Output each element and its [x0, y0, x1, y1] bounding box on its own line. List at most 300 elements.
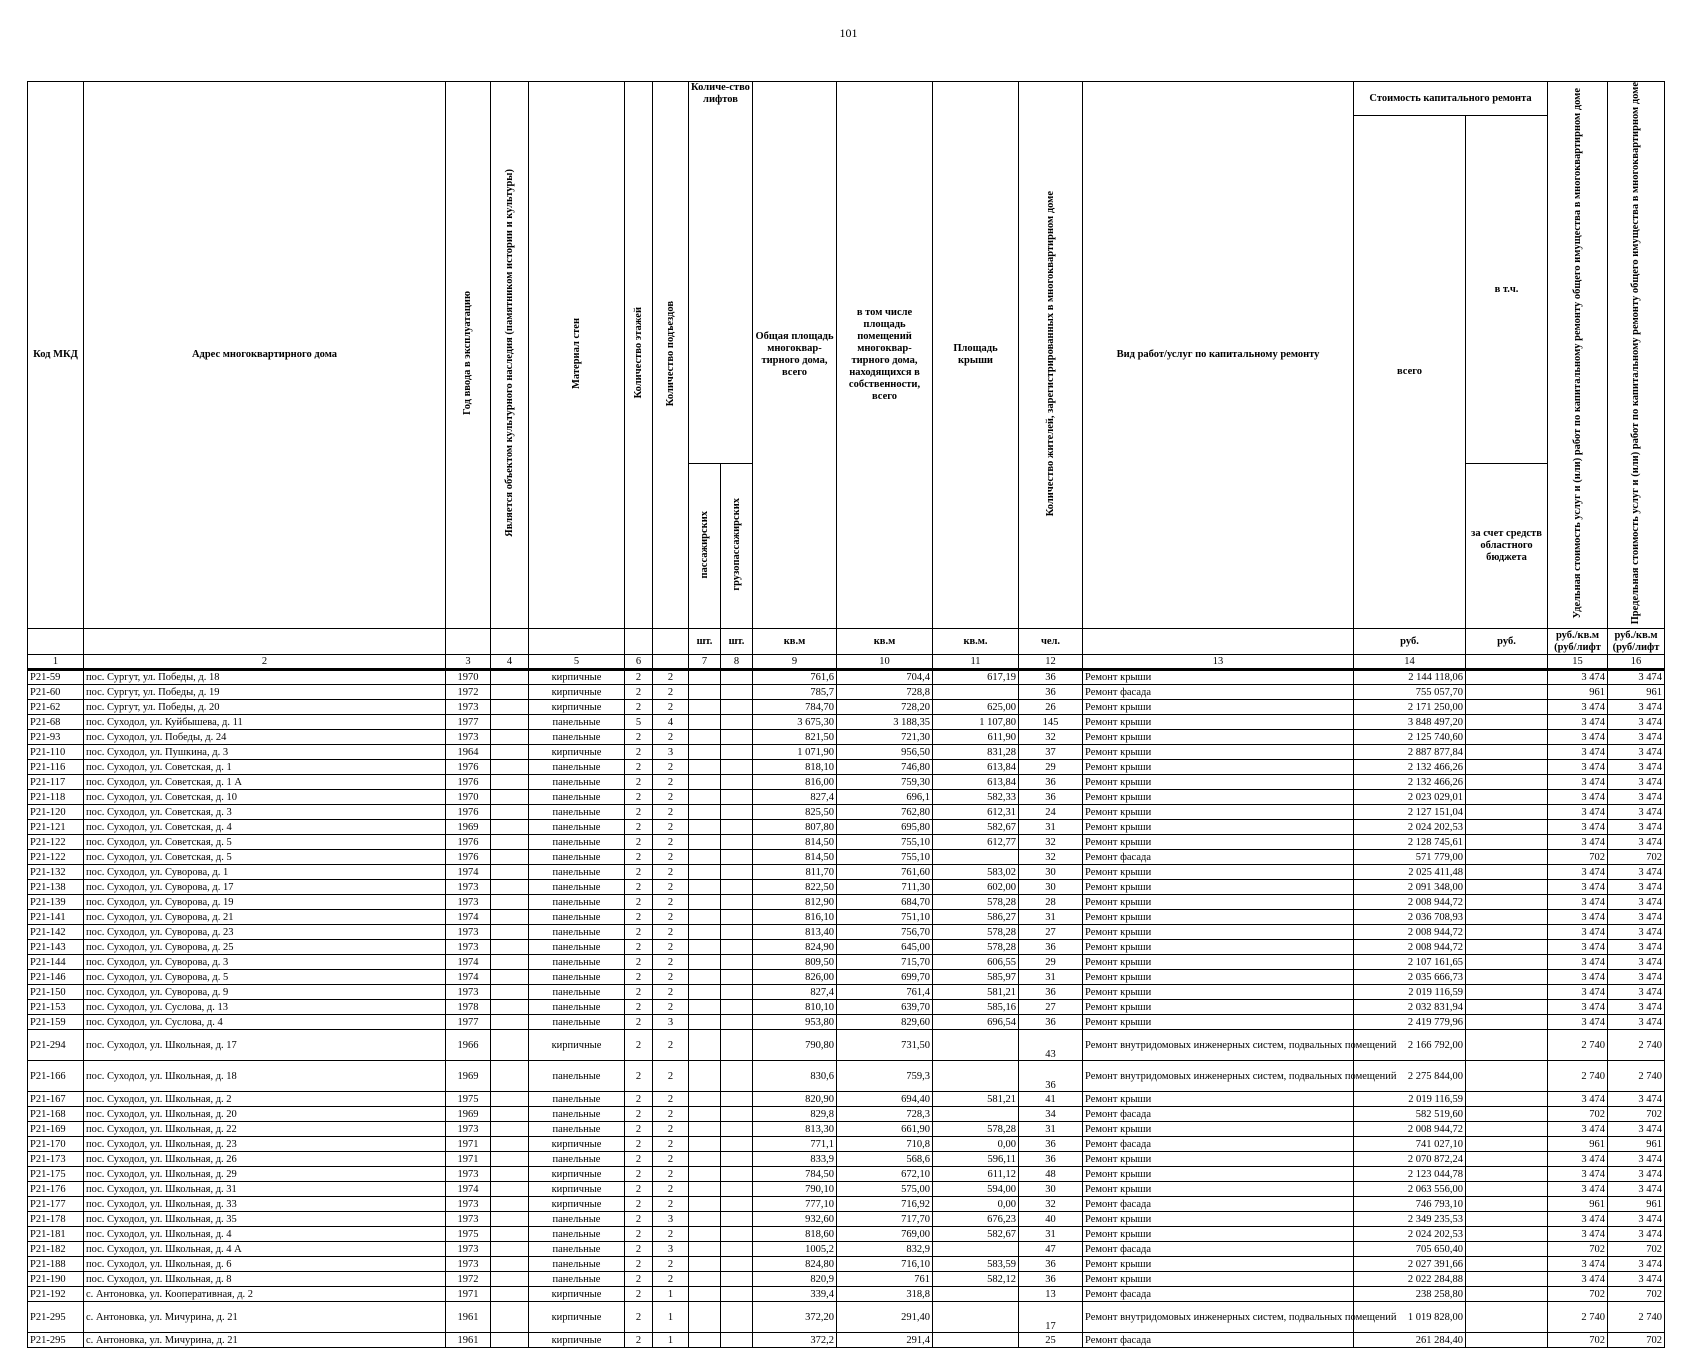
cell-max-cost: 2 740	[1608, 1061, 1665, 1092]
table-row	[28, 925, 1665, 940]
cell-cost-total: 261 284,40	[1354, 1333, 1466, 1348]
cell-max-cost: 3 474	[1608, 1152, 1665, 1167]
cell-unit-cost: 3 474	[1548, 865, 1608, 880]
cell-lifts-pass	[689, 1302, 721, 1333]
cell-entrances: 2	[653, 880, 689, 895]
cell-floors: 2	[625, 1257, 653, 1272]
table-row	[28, 1000, 1665, 1015]
cell-work-type: Ремонт крыши	[1083, 1000, 1354, 1015]
cell-work-type: Ремонт крыши	[1083, 970, 1354, 985]
cell-year: 1973	[446, 700, 491, 715]
cell-address: пос. Суходол, ул. Школьная, д. 29	[84, 1167, 446, 1182]
cell-lifts-pass	[689, 1333, 721, 1348]
cell-year: 1973	[446, 940, 491, 955]
cell-roof-area: 617,19	[933, 670, 1019, 685]
cell-heritage	[491, 1287, 529, 1302]
cell-unit-cost: 3 474	[1548, 670, 1608, 685]
cell-cost-regional	[1466, 1212, 1548, 1227]
cell-work-type: Ремонт крыши	[1083, 895, 1354, 910]
cell-heritage	[491, 1302, 529, 1333]
cell-cost-total: 2 008 944,72	[1354, 1122, 1466, 1137]
cell-entrances: 2	[653, 1197, 689, 1212]
cell-lifts-freight	[721, 1061, 753, 1092]
cell-roof-area: 583,02	[933, 865, 1019, 880]
cell-material: панельные	[529, 835, 625, 850]
cell-residents: 36	[1019, 1137, 1083, 1152]
cell-floors: 2	[625, 1030, 653, 1061]
header-year: Год ввода в эксплуатацию	[446, 82, 491, 629]
cell-address: пос. Суходол, ул. Школьная, д. 17	[84, 1030, 446, 1061]
table-row	[28, 730, 1665, 745]
cell-material: кирпичные	[529, 685, 625, 700]
cell-residents: 31	[1019, 910, 1083, 925]
cell-floors: 2	[625, 1061, 653, 1092]
cell-owned-area: 291,40	[837, 1302, 933, 1333]
cell-heritage	[491, 880, 529, 895]
cell-lifts-freight	[721, 1333, 753, 1348]
cell-floors: 2	[625, 700, 653, 715]
cell-residents: 36	[1019, 985, 1083, 1000]
cell-heritage	[491, 895, 529, 910]
cell-cost-total: 2 132 466,26	[1354, 760, 1466, 775]
cell-lifts-pass	[689, 1030, 721, 1061]
cell-floors: 2	[625, 1227, 653, 1242]
cell-year: 1971	[446, 1152, 491, 1167]
cell-year: 1973	[446, 895, 491, 910]
unit-cell	[491, 629, 529, 655]
cell-total-area: 932,60	[753, 1212, 837, 1227]
cell-cost-total: 2 022 284,88	[1354, 1272, 1466, 1287]
cell-max-cost: 2 740	[1608, 1030, 1665, 1061]
cell-floors: 2	[625, 850, 653, 865]
cell-lifts-freight	[721, 1302, 753, 1333]
cell-owned-area: 756,70	[837, 925, 933, 940]
cell-floors: 2	[625, 745, 653, 760]
cell-heritage	[491, 865, 529, 880]
cell-cost-regional	[1466, 835, 1548, 850]
table-row	[28, 760, 1665, 775]
cell-cost-regional	[1466, 730, 1548, 745]
cell-lifts-pass	[689, 895, 721, 910]
cell-address: пос. Суходол, ул. Школьная, д. 6	[84, 1257, 446, 1272]
cell-cost-regional	[1466, 1061, 1548, 1092]
header-roof-area: Площадь крыши	[933, 82, 1019, 629]
cell-lifts-pass	[689, 1212, 721, 1227]
cell-code: Р21-120	[28, 805, 84, 820]
cell-lifts-pass	[689, 865, 721, 880]
header-residents: Количество жителей, зарегистрированных в многоквартирном доме	[1019, 82, 1083, 629]
table-row	[28, 955, 1665, 970]
cell-floors: 2	[625, 985, 653, 1000]
cell-unit-cost: 3 474	[1548, 910, 1608, 925]
cell-cost-total: 2 036 708,93	[1354, 910, 1466, 925]
cell-heritage	[491, 985, 529, 1000]
cell-entrances: 2	[653, 895, 689, 910]
cell-max-cost: 3 474	[1608, 805, 1665, 820]
cell-max-cost: 3 474	[1608, 715, 1665, 730]
cell-address: пос. Суходол, ул. Суворова, д. 25	[84, 940, 446, 955]
table-row	[28, 1272, 1665, 1287]
cell-cost-total: 2 032 831,94	[1354, 1000, 1466, 1015]
cell-code: Р21-110	[28, 745, 84, 760]
cell-code: Р21-175	[28, 1167, 84, 1182]
cell-total-area: 818,10	[753, 760, 837, 775]
table-body	[28, 670, 1665, 1348]
cell-address: пос. Суходол, ул. Школьная, д. 35	[84, 1212, 446, 1227]
cell-entrances: 2	[653, 1030, 689, 1061]
cell-owned-area: 755,10	[837, 850, 933, 865]
cell-floors: 2	[625, 1302, 653, 1333]
cell-year: 1961	[446, 1302, 491, 1333]
cell-roof-area	[933, 1107, 1019, 1122]
cell-entrances: 3	[653, 1015, 689, 1030]
table-row	[28, 745, 1665, 760]
cell-owned-area: 728,20	[837, 700, 933, 715]
cell-max-cost: 3 474	[1608, 775, 1665, 790]
cell-floors: 2	[625, 1092, 653, 1107]
cell-heritage	[491, 1092, 529, 1107]
cell-lifts-freight	[721, 895, 753, 910]
cell-heritage	[491, 760, 529, 775]
cell-max-cost: 2 740	[1608, 1302, 1665, 1333]
column-number: 12	[1019, 655, 1083, 670]
cell-heritage	[491, 1167, 529, 1182]
cell-roof-area: 585,16	[933, 1000, 1019, 1015]
cell-heritage	[491, 775, 529, 790]
cell-entrances: 2	[653, 790, 689, 805]
cell-max-cost: 3 474	[1608, 895, 1665, 910]
cell-total-area: 1 071,90	[753, 745, 837, 760]
cell-max-cost: 3 474	[1608, 820, 1665, 835]
cell-address: с. Антоновка, ул. Мичурина, д. 21	[84, 1333, 446, 1348]
unit-cell	[529, 629, 625, 655]
cell-entrances: 2	[653, 820, 689, 835]
cell-owned-area: 715,70	[837, 955, 933, 970]
cell-address: пос. Суходол, ул. Суворова, д. 17	[84, 880, 446, 895]
cell-lifts-pass	[689, 820, 721, 835]
cell-cost-total: 2 171 250,00	[1354, 700, 1466, 715]
header-cost-regional: за счет средств областного бюджета	[1466, 464, 1548, 629]
cell-cost-total: 2 144 118,06	[1354, 670, 1466, 685]
header-code: Код МКД	[28, 82, 84, 629]
cell-code: Р21-170	[28, 1137, 84, 1152]
cell-year: 1976	[446, 760, 491, 775]
cell-address: с. Антоновка, ул. Кооперативная, д. 2	[84, 1287, 446, 1302]
cell-owned-area: 661,90	[837, 1122, 933, 1137]
cell-roof-area: 0,00	[933, 1137, 1019, 1152]
table-row	[28, 865, 1665, 880]
cell-residents: 48	[1019, 1167, 1083, 1182]
cell-total-area: 816,00	[753, 775, 837, 790]
cell-roof-area: 612,77	[933, 835, 1019, 850]
cell-lifts-freight	[721, 970, 753, 985]
cell-lifts-pass	[689, 685, 721, 700]
cell-year: 1973	[446, 1167, 491, 1182]
cell-max-cost: 3 474	[1608, 760, 1665, 775]
cell-cost-regional	[1466, 955, 1548, 970]
cell-work-type: Ремонт крыши	[1083, 1272, 1354, 1287]
cell-cost-regional	[1466, 1272, 1548, 1287]
cell-cost-regional	[1466, 1092, 1548, 1107]
cell-roof-area: 582,33	[933, 790, 1019, 805]
cell-total-area: 811,70	[753, 865, 837, 880]
cell-address: пос. Суходол, ул. Советская, д. 10	[84, 790, 446, 805]
cell-address: пос. Суходол, ул. Школьная, д. 4 А	[84, 1242, 446, 1257]
cell-owned-area: 832,9	[837, 1242, 933, 1257]
cell-year: 1973	[446, 985, 491, 1000]
cell-unit-cost: 3 474	[1548, 1182, 1608, 1197]
table-row	[28, 910, 1665, 925]
cell-owned-area: 695,80	[837, 820, 933, 835]
cell-work-type: Ремонт крыши	[1083, 1182, 1354, 1197]
cell-residents: 29	[1019, 955, 1083, 970]
cell-entrances: 2	[653, 805, 689, 820]
cell-work-type: Ремонт внутридомовых инженерных систем, подвальных помещений	[1083, 1061, 1354, 1092]
cell-owned-area: 721,30	[837, 730, 933, 745]
cell-lifts-freight	[721, 1197, 753, 1212]
cell-material: кирпичные	[529, 1287, 625, 1302]
table-row	[28, 1061, 1665, 1092]
cell-max-cost: 3 474	[1608, 1015, 1665, 1030]
cell-material: панельные	[529, 1107, 625, 1122]
cell-residents: 41	[1019, 1092, 1083, 1107]
cell-address: пос. Суходол, ул. Суворова, д. 3	[84, 955, 446, 970]
cell-code: Р21-117	[28, 775, 84, 790]
cell-lifts-freight	[721, 745, 753, 760]
cell-code: Р21-295	[28, 1333, 84, 1348]
column-number: 5	[529, 655, 625, 670]
cell-code: Р21-122	[28, 850, 84, 865]
cell-code: Р21-153	[28, 1000, 84, 1015]
cell-code: Р21-190	[28, 1272, 84, 1287]
table-row	[28, 700, 1665, 715]
cell-material: панельные	[529, 865, 625, 880]
cell-unit-cost: 3 474	[1548, 1000, 1608, 1015]
cell-cost-regional	[1466, 1227, 1548, 1242]
cell-cost-total: 2 019 116,59	[1354, 985, 1466, 1000]
cell-total-area: 829,8	[753, 1107, 837, 1122]
cell-lifts-freight	[721, 1015, 753, 1030]
cell-unit-cost: 3 474	[1548, 835, 1608, 850]
column-number: 14	[1354, 655, 1466, 670]
cell-address: пос. Суходол, ул. Суворова, д. 23	[84, 925, 446, 940]
cell-entrances: 2	[653, 670, 689, 685]
cell-owned-area: 575,00	[837, 1182, 933, 1197]
cell-code: Р21-295	[28, 1302, 84, 1333]
cell-floors: 2	[625, 820, 653, 835]
cell-address: пос. Сургут, ул. Победы, д. 19	[84, 685, 446, 700]
header-max-cost: Предельная стоимость услуг и (или) работ по капитальному ремонту общего имущества в многоквартирном доме	[1608, 82, 1665, 629]
column-number: 2	[84, 655, 446, 670]
cell-code: Р21-181	[28, 1227, 84, 1242]
cell-residents: 36	[1019, 1272, 1083, 1287]
cell-owned-area: 755,10	[837, 835, 933, 850]
cell-work-type: Ремонт крыши	[1083, 1015, 1354, 1030]
cell-owned-area: 684,70	[837, 895, 933, 910]
cell-address: пос. Сургут, ул. Победы, д. 20	[84, 700, 446, 715]
cell-year: 1976	[446, 775, 491, 790]
cell-entrances: 3	[653, 1242, 689, 1257]
cell-floors: 2	[625, 775, 653, 790]
cell-total-area: 372,20	[753, 1302, 837, 1333]
cell-owned-area: 711,30	[837, 880, 933, 895]
cell-code: Р21-177	[28, 1197, 84, 1212]
cell-material: кирпичные	[529, 1137, 625, 1152]
cell-total-area: 771,1	[753, 1137, 837, 1152]
cell-total-area: 810,10	[753, 1000, 837, 1015]
cell-address: пос. Суходол, ул. Суворова, д. 21	[84, 910, 446, 925]
cell-floors: 2	[625, 880, 653, 895]
header-lifts-freight: грузопассажирских	[721, 464, 753, 629]
cell-max-cost: 3 474	[1608, 970, 1665, 985]
cell-residents: 37	[1019, 745, 1083, 760]
table-row	[28, 850, 1665, 865]
cell-max-cost: 3 474	[1608, 865, 1665, 880]
cell-roof-area: 831,28	[933, 745, 1019, 760]
cell-code: Р21-118	[28, 790, 84, 805]
cell-max-cost: 961	[1608, 1137, 1665, 1152]
cell-work-type: Ремонт крыши	[1083, 985, 1354, 1000]
cell-heritage	[491, 850, 529, 865]
unit-owned-area: кв.м	[837, 629, 933, 655]
cell-unit-cost: 3 474	[1548, 790, 1608, 805]
cell-floors: 2	[625, 685, 653, 700]
cell-lifts-freight	[721, 1092, 753, 1107]
cell-entrances: 2	[653, 760, 689, 775]
cell-lifts-freight	[721, 850, 753, 865]
cell-floors: 2	[625, 1272, 653, 1287]
cell-residents: 36	[1019, 685, 1083, 700]
cell-lifts-pass	[689, 1227, 721, 1242]
cell-material: кирпичные	[529, 1167, 625, 1182]
table-row	[28, 1092, 1665, 1107]
table-row	[28, 715, 1665, 730]
cell-cost-total: 741 027,10	[1354, 1137, 1466, 1152]
cell-code: Р21-166	[28, 1061, 84, 1092]
cell-entrances: 3	[653, 1212, 689, 1227]
cell-roof-area: 583,59	[933, 1257, 1019, 1272]
cell-unit-cost: 3 474	[1548, 925, 1608, 940]
cell-material: панельные	[529, 895, 625, 910]
cell-heritage	[491, 670, 529, 685]
table-row	[28, 835, 1665, 850]
cell-code: Р21-59	[28, 670, 84, 685]
cell-material: панельные	[529, 1242, 625, 1257]
header-address: Адрес многоквартирного дома	[84, 82, 446, 629]
cell-entrances: 2	[653, 955, 689, 970]
cell-cost-total: 2 008 944,72	[1354, 940, 1466, 955]
cell-entrances: 2	[653, 1061, 689, 1092]
cell-roof-area: 581,21	[933, 1092, 1019, 1107]
unit-cell	[625, 629, 653, 655]
cell-year: 1971	[446, 1137, 491, 1152]
cell-cost-total: 2 123 044,78	[1354, 1167, 1466, 1182]
table-row	[28, 1257, 1665, 1272]
cell-floors: 2	[625, 1197, 653, 1212]
cell-work-type: Ремонт фасада	[1083, 1137, 1354, 1152]
cell-max-cost: 961	[1608, 685, 1665, 700]
table-row	[28, 895, 1665, 910]
cell-total-area: 820,90	[753, 1092, 837, 1107]
cell-cost-regional	[1466, 790, 1548, 805]
cell-lifts-pass	[689, 1242, 721, 1257]
cell-work-type: Ремонт крыши	[1083, 730, 1354, 745]
cell-heritage	[491, 970, 529, 985]
cell-cost-total: 2 008 944,72	[1354, 925, 1466, 940]
cell-residents: 36	[1019, 940, 1083, 955]
cell-max-cost: 3 474	[1608, 1227, 1665, 1242]
cell-entrances: 2	[653, 970, 689, 985]
cell-work-type: Ремонт крыши	[1083, 1257, 1354, 1272]
cell-max-cost: 3 474	[1608, 745, 1665, 760]
cell-cost-regional	[1466, 820, 1548, 835]
cell-unit-cost: 3 474	[1548, 700, 1608, 715]
column-number: 4	[491, 655, 529, 670]
table-row	[28, 1137, 1665, 1152]
cell-entrances: 1	[653, 1333, 689, 1348]
cell-unit-cost: 3 474	[1548, 880, 1608, 895]
cell-total-area: 3 675,30	[753, 715, 837, 730]
cell-owned-area: 696,1	[837, 790, 933, 805]
cell-max-cost: 3 474	[1608, 1167, 1665, 1182]
cell-material: панельные	[529, 955, 625, 970]
cell-address: пос. Суходол, ул. Суворова, д. 19	[84, 895, 446, 910]
cell-material: панельные	[529, 1152, 625, 1167]
cell-unit-cost: 3 474	[1548, 1122, 1608, 1137]
cell-heritage	[491, 730, 529, 745]
cell-entrances: 1	[653, 1287, 689, 1302]
cell-material: кирпичные	[529, 1030, 625, 1061]
cell-code: Р21-60	[28, 685, 84, 700]
cell-material: панельные	[529, 1272, 625, 1287]
cell-floors: 2	[625, 1152, 653, 1167]
cell-material: кирпичные	[529, 670, 625, 685]
cell-cost-total: 582 519,60	[1354, 1107, 1466, 1122]
cell-roof-area: 696,54	[933, 1015, 1019, 1030]
cell-floors: 2	[625, 1000, 653, 1015]
cell-work-type: Ремонт крыши	[1083, 940, 1354, 955]
cell-entrances: 2	[653, 940, 689, 955]
cell-material: кирпичные	[529, 700, 625, 715]
cell-owned-area: 704,4	[837, 670, 933, 685]
cell-heritage	[491, 820, 529, 835]
cell-roof-area: 611,12	[933, 1167, 1019, 1182]
cell-roof-area	[933, 1030, 1019, 1061]
cell-code: Р21-168	[28, 1107, 84, 1122]
unit-cell	[84, 629, 446, 655]
cell-unit-cost: 702	[1548, 1242, 1608, 1257]
cell-residents: 145	[1019, 715, 1083, 730]
cell-lifts-freight	[721, 985, 753, 1000]
cell-cost-total: 571 779,00	[1354, 850, 1466, 865]
cell-max-cost: 3 474	[1608, 910, 1665, 925]
cell-owned-area: 291,4	[837, 1333, 933, 1348]
cell-year: 1974	[446, 865, 491, 880]
cell-max-cost: 3 474	[1608, 955, 1665, 970]
cell-heritage	[491, 790, 529, 805]
cell-max-cost: 3 474	[1608, 925, 1665, 940]
cell-lifts-freight	[721, 1182, 753, 1197]
cell-lifts-freight	[721, 805, 753, 820]
header-total-area: Общая площадь многоквар-тирного дома, всего	[753, 82, 837, 629]
cell-residents: 36	[1019, 1015, 1083, 1030]
cell-material: панельные	[529, 1061, 625, 1092]
cell-floors: 2	[625, 730, 653, 745]
cell-work-type: Ремонт крыши	[1083, 820, 1354, 835]
table-row	[28, 1287, 1665, 1302]
cell-material: панельные	[529, 970, 625, 985]
cell-cost-regional	[1466, 925, 1548, 940]
